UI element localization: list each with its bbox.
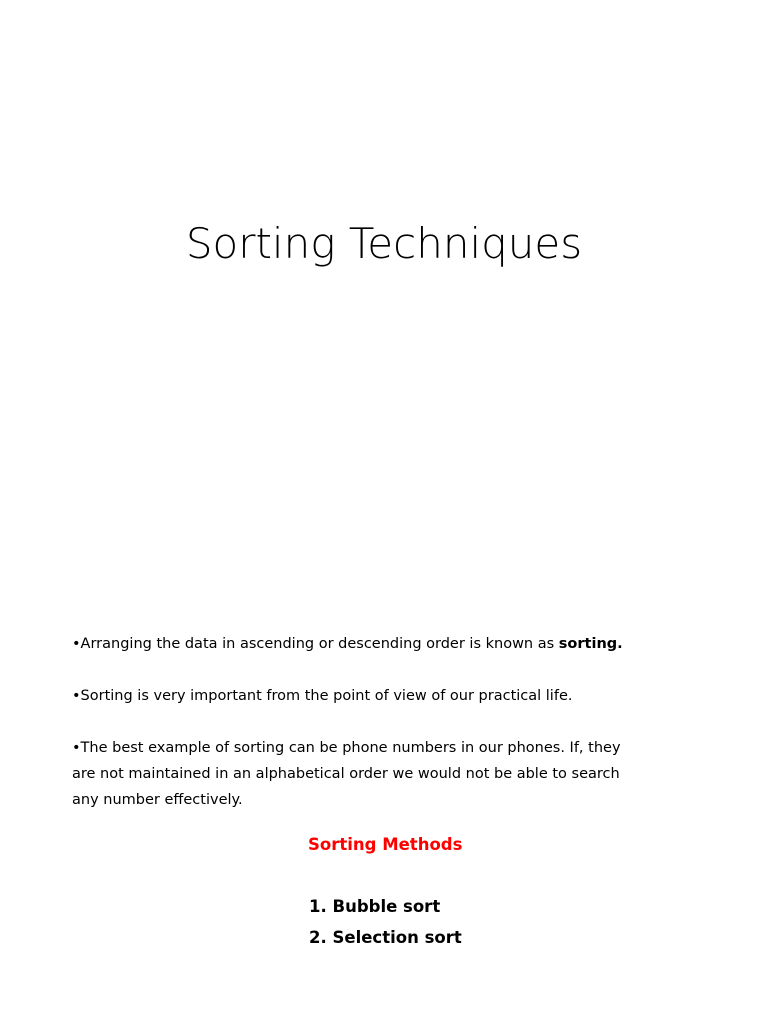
list-item: 2. Selection sort: [309, 928, 462, 947]
definition-emphasis: sorting.: [558, 636, 623, 652]
definition-paragraph: [72, 631, 632, 657]
list-item: 1. Bubble sort: [309, 897, 441, 916]
page-title: Sorting Techniques: [185, 219, 583, 268]
importance-paragraph: •Sorting is very important from the point of view of our practical life.: [72, 688, 573, 704]
definition-text: •Arranging the data in ascending or descending order is known as: [72, 636, 559, 652]
sorting-methods-heading: Sorting Methods: [308, 835, 463, 854]
example-paragraph: •The best example of sorting can be phone numbers in our phones. If, they are not maintained in an alphabetical order we would not be able to search any number effectively.: [72, 740, 621, 808]
sorting-methods-list: [309, 894, 462, 956]
